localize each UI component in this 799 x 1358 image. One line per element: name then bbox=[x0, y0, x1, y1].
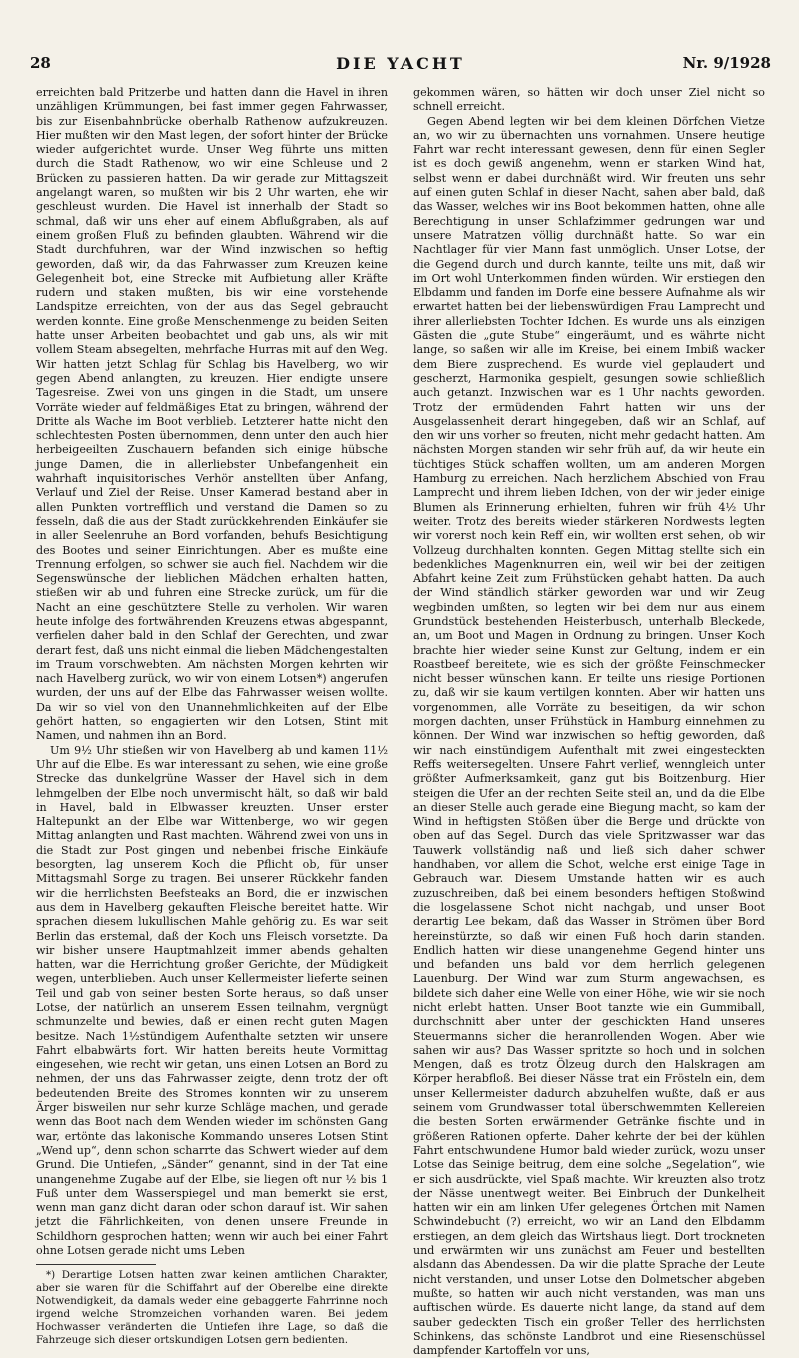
page-header bbox=[30, 54, 771, 78]
footnote-text: *) Derartige Lotsen hatten zwar keinen amtlichen Charakter, aber sie waren für die Schiffahrt auf der Oberelbe eine direkte Notwendigkeit, da damals weder eine gebaggerte Fahrrinne noch irgend welche Stromzeichen vorhanden waren. Bei jedem Hochwasser veränderten die Untiefen ihre Lage, so daß die Fahrzeuge sich dieser ortskundigen Lotsen gern bedienten. bbox=[36, 1269, 388, 1347]
left-column bbox=[36, 86, 388, 1347]
issue-number: Nr. 9/1928 bbox=[682, 54, 771, 72]
paragraph: gekommen wären, so hätten wir doch unser Ziel nicht so schnell erreicht. bbox=[413, 86, 765, 114]
magazine-title: DIE YACHT bbox=[336, 54, 465, 73]
paragraph: erreichten bald Pritzerbe und hatten dann die Havel in ihren unzähligen Krümmungen, bei fast immer gegen Fahrwasser, bis zur Eisenbahnbrücke oberhalb Rathenow aufzukreuzen. Hier mußten wir den Mast legen, der sofort hinter der Brücke wieder aufgerichtet wurde. Unser Weg führte uns mitten durch die Stadt Rathenow, wo wir eine Schleuse und 2 Brücken zu passieren hatten. Da wir gerade zur Mittagszeit angelangt waren, so mußten wir bis 2 Uhr warten, ehe wir geschleust wurden. Die Havel ist innerhalb der Stadt so schmal, daß wir uns eher auf einem Abflußgraben, als auf einem großen Fluß zu befinden glaubten. Während wir die Stadt durchfuhren, war der Wind inzwischen so heftig geworden, daß wir, da das Fahrwasser zum Kreuzen keine Gelegenheit bot, eine Strecke mit Aufbietung aller Kräfte rudern und staken mußten, bis wir eine vorstehende Landspitze erreichten, von der aus das Segel gebraucht werden konnte. Eine große Menschenmenge zu beiden Seiten hatte unser Arbeiten beobachtet und gab uns, als wir mit vollem Steam absegelten, mehrfache Hurras mit auf den Weg. Wir hatten jetzt Schlag für Schlag bis Havelberg, wo wir gegen Abend anlangten, zu kreuzen. Hier endigte unsere Tagesreise. Zwei von uns gingen in die Stadt, um unsere Vorräte wieder auf feldmäßiges Etat zu bringen, während der Dritte als Wache im Boot verblieb. Letzterer hatte nicht den schlechtesten Posten übernommen, denn unter den auch hier herbeigeeilten Zuschauern befanden sich einige hübsche junge Damen, die in allerliebster Unbefangenheit ein wahrhaft inquisitorisches Verhör anstellten über Anfang, Verlauf und Ziel der Reise. Unser Kamerad bestand aber in allen Punkten vortrefflich und verstand die Damen so zu fesseln, daß die aus der Stadt zurückkehrenden Einkäufer sie in aller Seelenruhe an Bord vorfanden, behufs Besichtigung des Bootes und seiner Einrichtungen. Aber es mußte eine Trennung erfolgen, so schwer sie auch fiel. Nachdem wir die Segenswünsche der lieblichen Mädchen erhalten hatten, stießen wir ab und fuhren eine Strecke zurück, um für die Nacht an eine geschütztere Stelle zu verholen. Wir waren heute infolge des fortwährenden Kreuzens etwas abgespannt, verfielen daher bald in den Schlaf der Gerechten, und zwar derart fest, daß uns nicht einmal die lieben Mädchengestalten im Traum vorschwebten. Am nächsten Morgen kehrten wir nach Havelberg zurück, wo wir von einem Lotsen*) angerufen wurden, der uns auf der Elbe das Fahrwasser weisen wollte. Da wir so viel von den Unannehmlichkeiten auf der Elbe gehört hatten, so engagierten wir den Lotsen, Stint mit Namen, und nahmen ihn an Bord. bbox=[36, 86, 388, 743]
paragraph: Um 9½ Uhr stießen wir von Havelberg ab und kamen 11½ Uhr auf die Elbe. Es war interessant zu sehen, wie eine große Strecke das dunkelgrüne Wasser der Havel sich in dem lehmgelben der Elbe noch unvermischt hält, so daß wir bald in Havel, bald in Elbwasser kreuzten. Unser erster Haltepunkt an der Elbe war Wittenberge, wo wir gegen Mittag anlangten und Rast machten. Während zwei von uns in die Stadt zur Post gingen und nebenbei frische Einkäufe besorgten, lag unserem Koch die Pflicht ob, für unser Mittagsmahl Sorge zu tragen. Bei unserer Rückkehr fanden wir die herrlichsten Beefsteaks an Bord, die er inzwischen aus dem in Havelberg gekauften Fleische bereitet hatte. Wir sprachen diesem lukullischen Mahle gehörig zu. Es war seit Berlin das erstemal, daß der Koch uns Fleisch vorsetzte. Da wir bisher unsere Hauptmahlzeit immer abends gehalten hatten, war die Herrichtung großer Gerichte, der Müdigkeit wegen, unterblieben. Auch unser Kellermeister lieferte seinen Teil und gab von seiner besten Sorte heraus, so daß unser Lotse, der natürlich an unserem Essen teilnahm, vergnügt schmunzelte und bewies, daß er einen recht guten Magen besitze. Nach 1½stündigem Aufenthalte setzten wir unsere Fahrt elbabwärts fort. Wir hatten bereits heute Vormittag eingesehen, wie recht wir getan, uns einen Lotsen an Bord zu nehmen, der uns das Fahrwasser zeigte, denn trotz der oft bedeutenden Breite des Stromes konnten wir zu unserem Ärger bisweilen nur sehr kurze Schläge machen, und gerade wenn das Boot nach dem Wenden wieder im schönsten Gang war, ertönte das lakonische Kommando unseres Lotsen Stint „Wend up“, denn schon scharrte das Schwert wieder auf dem Grund. Die Untiefen, „Sänder“ genannt, sind in der Tat eine unangenehme Zugabe auf der Elbe, sie liegen oft nur ½ bis 1 Fuß unter dem Wasserspiegel und man bemerkt sie erst, wenn man ganz dicht daran oder schon darauf ist. Wir sahen jetzt die Fährlichkeiten, von denen unsere Freunde in Schildhorn gesprochen hatten; wenn wir auch bei einer Fahrt ohne Lotsen gerade nicht ums Leben bbox=[36, 743, 388, 1258]
page-number: 28 bbox=[30, 54, 51, 72]
paragraph: Gegen Abend legten wir bei dem kleinen Dörfchen Vietze an, wo wir zu übernachten uns vornahmen. Unsere heutige Fahrt war recht interessant gewesen, denn für einen Segler ist es doch gewiß angenehm, wenn er starken Wind hat, selbst wenn er dabei durchnäßt wird. Wir freuten uns sehr auf einen guten Schlaf in dieser Nacht, sahen aber bald, daß das Wasser, welches wir ins Boot bekommen hatten, ohne alle Berechtigung in unser Schlafzimmer gedrungen war und unsere Matratzen völlig durchnäßt hatte. So war ein Nachtlager für vier Mann fast unmöglich. Unser Lotse, der die Gegend durch und durch kannte, teilte uns mit, daß wir im Ort wohl Unterkommen finden würden. Wir erstiegen den Elbdamm und fanden im Dorfe eine bessere Aufnahme als wir erwartet hatten bei der liebenswürdigen Frau Lamprecht und ihrer allerliebsten Tochter Idchen. Es wurde uns als einzigen Gästen die „gute Stube“ eingeräumt, und es währte nicht lange, so saßen wir alle im Kreise, bei einem Imbiß wacker dem Biere zusprechend. Es wurde viel geplaudert und gescherzt, Harmonika gespielt, gesungen sowie schließlich auch getanzt. Inzwischen war es 1 Uhr nachts geworden. Trotz der ermüdenden Fahrt hatten wir uns der Ausgelassenheit derart hingegeben, daß wir an Schlaf, auf den wir uns vorher so freuten, nicht mehr gedacht hatten. Am nächsten Morgen standen wir sehr früh auf, da wir heute ein tüchtiges Stück schaffen wollten, um am anderen Morgen Hamburg zu erreichen. Nach herzlichem Abschied von Frau Lamprecht und ihrem lieben Idchen, von der wir jeder einige Blumen als Erinnerung erhielten, fuhren wir früh 4½ Uhr weiter. Trotz des bereits wieder stärkeren Nordwests legten wir vorerst noch kein Reff ein, wir wollten erst sehen, ob wir Vollzeug durchhalten konnten. Gegen Mittag stellte sich ein bedenkliches Magenknurren ein, weil wir bei der zeitigen Abfahrt keine Zeit zum Frühstücken gehabt hatten. Da auch der Wind ständlich stärker geworden war und wir Zeug wegbinden umßten, so legten wir bei dem nur aus einem Grundstück bestehenden Heisterbusch, unterhalb Bleckede, an, um Boot und Magen in Ordnung zu bringen. Unser Koch brachte hier wieder seine Kunst zur Geltung, indem er ein Roastbeef bereitete, wie es sich der größte Feinschmecker nicht besser wünschen kann. Er teilte uns riesige Portionen zu, daß wir sie kaum vertilgen konnten. Aber wir hatten uns vorgenommen, alle Vorräte zu beseitigen, da wir schon morgen dachten, unser Frühstück in Hamburg einnehmen zu können. Der Wind war inzwischen so heftig geworden, daß wir nach einstündigem Aufenthalt mit zwei eingesteckten Reffs weitersegelten. Unsere Fahrt verlief, wenngleich unter größter Aufmerksamkeit, ganz gut bis Boitzenburg. Hier steigen die Ufer an der rechten Seite steil an, und da die Elbe an dieser Stelle auch gerade eine Biegung macht, so kam der Wind in heftigsten Stößen über die Berge und drückte von oben auf das Segel. Durch das viele Spritzwasser war das Tauwerk vollständig naß und ließ sich daher schwer handhaben, vor allem die Schot, welche erst einige Tage in Gebrauch war. Diesem Umstande hatten wir es auch zuzuschreiben, daß bei einem besonders heftigen Stoßwind die losgelassene Schot nicht nachgab, und unser Boot derartig Lee bekam, daß das Wasser in Strömen über Bord hereinstürzte, so daß wir einen Fuß hoch darin standen. Endlich hatten wir diese unangenehme Gegend hinter uns und befanden uns bald vor dem herrlich gelegenen Lauenburg. Der Wind war zum Sturm angewachsen, es bildete sich daher eine Welle von einer Höhe, wie wir sie noch nicht erlebt hatten. Unser Boot tanzte wie ein Gummiball, durchschnitt aber unter der geschickten Hand unseres Steuermanns sicher die heranrollenden Wogen. Aber wie sahen wir aus? Das Wasser spritzte so hoch und in solchen Mengen, daß es trotz Ölzeug durch den Halskragen am Körper herabfloß. Bei dieser Nässe trat ein Frösteln ein, dem unser Kellermeister dadurch abzuhelfen wußte, daß er aus seinem vom Grundwasser total überschwemmten Kellereien die besten Sorten erwärmender Getränke fischte und in größeren Rationen opferte. Daher kehrte der bei der kühlen Fahrt entschwundene Humor bald wieder zurück, wozu unser Lotse das Seinige beitrug, dem eine solche „Segelation“, wie er sich ausdrückte, viel Spaß machte. Wir kreuzten also trotz der Nässe unentwegt weiter. Bei Einbruch der Dunkelheit hatten wir ein am linken Ufer gelegenes Örtchen mit Namen Schwindebucht (?) erreicht, wo wir an Land den Elbdamm erstiegen, an dem gleich das Wirtshaus liegt. Dort trockneten und erwärmten wir uns zunächst am Feuer und bestellten alsdann das Abendessen. Da wir die platte Sprache der Leute nicht verstanden, und unser Lotse den Dolmetscher abgeben mußte, so hatten wir auch nicht verstanden, was man uns auftischen würde. Es dauerte nicht lange, da stand auf dem sauber gedeckten Tisch ein großer Teller des herrlichsten Schinkens, das schönste Landbrot und eine Riesenschüssel dampfender Kartoffeln vor uns, bbox=[413, 114, 765, 1358]
footnote bbox=[36, 1269, 388, 1347]
right-column bbox=[413, 86, 765, 1358]
footnote-divider bbox=[36, 1264, 156, 1265]
